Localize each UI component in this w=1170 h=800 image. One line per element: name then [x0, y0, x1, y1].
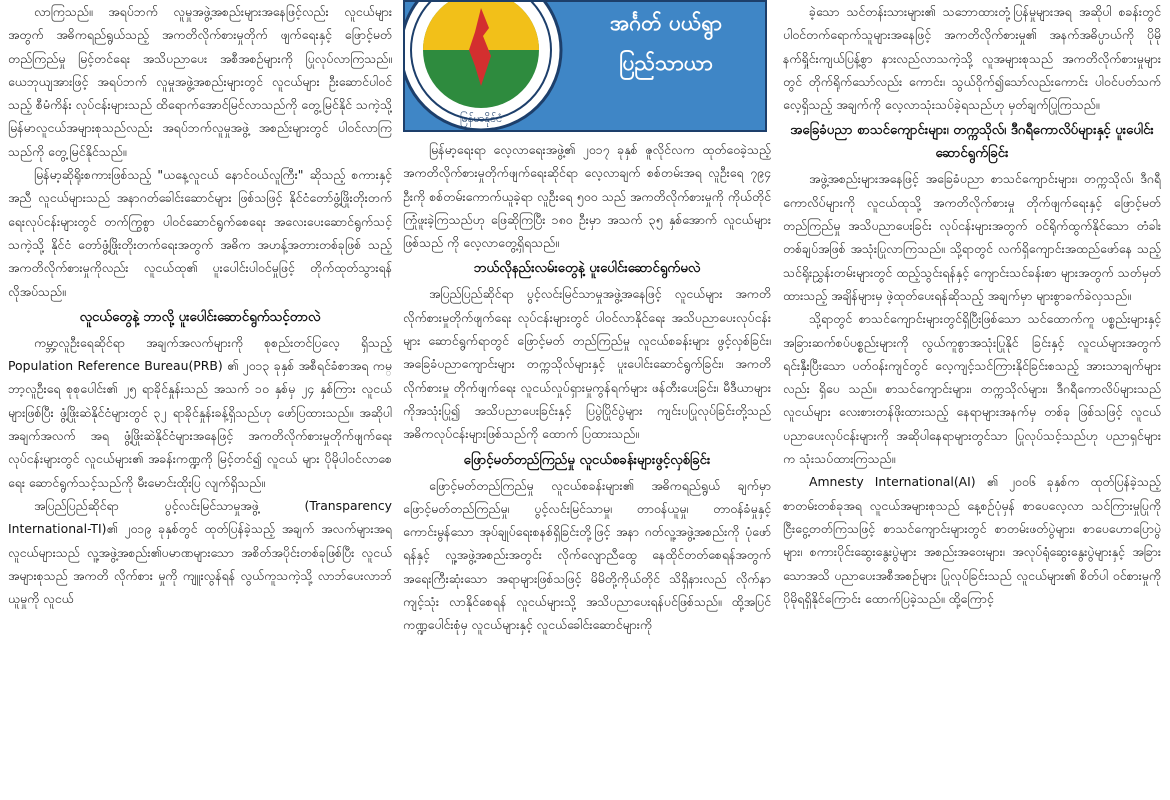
section-heading: ဖြောင့်မတ်တည်ကြည်မှု လူငယ်စခန်းများဖွင့်လှစ်ခြင်း: [463, 452, 711, 468]
paragraph: သို့ရာတွင် စာသင်ကျောင်းများတွင်ရှိပြီးဖြစ်သော သင်ထောက်ကူ ပစ္စည်းများနှင့် အခြားဆက်စပ်ပစ္စည်းများကို လွယ်ကူစွာအသုံးပြုနိုင် ခြင်းနှင့် လူငယ်များအတွက် ရင်းနှီးပြီးသော ပတ်ဝန်းကျင်တွင် လေ့ကျင့်သင်ကြားနိုင်ခြင်းစသည့် အားသာချက်များလည်း ရှိပေ သည်။ စာသင်ကျောင်းများ၊ တက္ကသိုလ်များ၊ ဒီဂရီကောလိပ်များသည် လူငယ်များ လေးစားတန်ဖိုးထားသည့် နေရာများအနက်မှ တစ်ခု ဖြစ်သဖြင့် လူငယ်ပညာပေးလုပ်ငန်းများကို အဆိုပါနေရာများတွင်သာ ပြုလုပ်သင့်သည်ဟု ပညာရှင်များက သုံးသပ်ထားကြသည်။: [783, 311, 1161, 467]
paragraph: အပြည်ပြည်ဆိုင်ရာ ပွင့်လင်းမြင်သာမှုအဖွဲ့ (Transparency International-TI)၏ ၂၀၁၉ ခုနှစ်တွင် ထုတ်ပြန်ခဲ့သည့် အချက် အလက်များအရ လူငယ်များသည် လူ့အဖွဲ့အစည်း၏ပမာဏများသော အစိတ်အပိုင်းတစ်ခုဖြစ်ပြီး လူငယ်အများစုသည် အကတိ လိုက်စား မှုကို ကျူးလွန်ရန် လွယ်ကူသကဲ့သို့ လာဘ်ပေးလာဘ်ယူမှုကို လူငယ်: [8, 497, 392, 607]
paragraph: ခဲ့သော သင်တန်းသားများ၏ သဘောထားတုံ့ပြန်မှုများအရ အဆိုပါ စခန်းတွင် ပါဝင်တက်ရောက်သူများအနေဖြင့် အကတိလိုက်စားမှု၏ အနက်အဓိပ္ပာယ်ကို ပိုမိုနက်ရှိုင်းကျယ်ပြန့်စွာ နားလည်လာသကဲ့သို့ လူအများစုသည် အကတိလိုက်စားမှုများတွင် တိုက်ရိုက်သော်လည်း ကောင်း၊ သွယ်ဝိုက်၍သော်လည်းကောင်း ပါဝင်ပတ်သက်လေ့ရှိသည့် အချက်ကို လေ့လာသုံးသပ်ခဲ့ရသည်ဟု မှတ်ချက်ပြုကြသည်။: [783, 4, 1161, 113]
logo-title-line: အင်္ဂတ် ပယ်ရွာ: [609, 11, 723, 35]
paragraph: အဖွဲ့အစည်းများအနေဖြင့် အခြေခံပညာ စာသင်ကျောင်းများ၊ တက္ကသိုလ်၊ ဒီဂရီကောလိပ်များကို လူငယ်ထုသို့ အကတိလိုက်စားမှု တိုက်ဖျက်ရေးနှင့် ဖြောင့်မတ်တည်ကြည်မှု အသိပညာပေးခြင်း လုပ်ငန်းများအတွက် ဝင်ရိုက်ထွက်နိုင်သော တံခါးတစ်ချပ်အဖြစ် အသုံးပြုလာကြသည်။ သို့ရာတွင် လက်ရှိကျောင်းအထည်ဖော်နေ သည့် သင်ရိုးညွှန်းတမ်းများတွင် ထည့်သွင်းရန်နှင့် ကျောင်းသင်ခန်းစာ များအတွက် သတ်မှတ်ထားသည့် အချိန်များမှ ဖဲ့ထုတ်ပေးရန်ဆိုသည့် အချက်မှာ များစွာခက်ခဲလှသည်။: [783, 171, 1161, 303]
paragraph: လာကြသည်။ အရပ်ဘက် လူမှုအဖွဲ့အစည်းများအနေဖြင့်လည်း လူငယ်များအတွက် အဓိကရည်ရွယ်သည့် အကတိလိုက်စားမှုတိုက် ဖျက်ရေးနှင့် ဖြောင့်မတ်တည်ကြည်မှု မြင့်တင်ရေး အသိပညာပေး အစီအစဉ်များကို ပြုလုပ်လာကြသည်။ ယေဘုယျအားဖြင့် အရပ်ဘက် လူမှုအဖွဲ့အစည်းများတွင် လူငယ်များ ဦးဆောင်ပါဝင်သည့် စီမံကိန်း လုပ်ငန်းများသည် ထိရောက်အောင်မြင်လာသည်ကို တွေ့မြင်နိုင် သကဲ့သို့ မြန်မာလူငယ်အများစုသည်လည်း အရပ်ဘက်လူမှုအဖွဲ့ အစည်းများတွင် ပါဝင်လာကြသည်ကို တွေ့မြင်နိုင်သည်။: [8, 4, 392, 159]
emblem-seal-icon: [403, 0, 565, 132]
paragraph: ဖြောင့်မတ်တည်ကြည်မှု လူငယ်စခန်းများ၏ အဓိကရည်ရွယ် ချက်မှာ ဖြောင့်မတ်တည်ကြည်မှု၊ ပွင့်လင်းမြင်သာမှု၊ တာဝန်ယူမှု၊ တာဝန်ခံမှုနှင့် ကောင်းမွန်သော အုပ်ချုပ်ရေးစနစ်ရှိခြင်းတို့ဖြင့် အနာ ဂတ်လူ့အဖွဲ့အစည်းကို ပုံဖော်ရန်နှင့် လူ့အဖွဲ့အစည်းအတွင်း လိုက်လျောညီထွေ နေထိုင်တတ်စေရန်အတွက် အရေးကြီးဆုံးသော အရာများဖြစ်သဖြင့် မိမိတို့ကိုယ်တိုင် သိရှိနားလည် လိုက်နာကျင့်သုံး လာနိုင်စေရန် လူငယ်များသို့ အသိပညာပေးရန်ပင်ဖြစ်သည်။ ထို့အပြင် ကဏ္ဍပေါင်းစုံမှ လူငယ်များနှင့် လူငယ်ခေါင်းဆောင်များကို: [403, 477, 771, 633]
paragraph: မြန်မာ့ဆိုရိုးစကားဖြစ်သည့် "ယနေ့လူငယ် နောင်ဝယ်လူကြီး" ဆိုသည့် စကားနှင့်အညီ လူငယ်များသည် အနာဂတ်ခေါင်းဆောင်များ ဖြစ်သဖြင့် နိုင်ငံတော်ဖွံ့ဖြိုးတိုးတက်ရေးလုပ်ငန်းများတွင် တက်ကြွစွာ ပါဝင်ဆောင်ရွက်စေရေး အလေးပေးဆောင်ရွက်သင့်သကဲ့သို့ နိုင်ငံ တော်ဖွံ့ဖြိုးတိုးတက်ရေးအတွက် အဓိက အဟန့်အတားတစ်ခုဖြစ် သည့် အကတိလိုက်စားမှုကိုလည်း လူငယ်ထု၏ ပူးပေါင်းပါဝင်မှုဖြင့် တိုက်ထုတ်သွားရန် လိုအပ်သည်။: [8, 167, 392, 299]
paragraph: ကမ္ဘာ့လူဦးရေဆိုင်ရာ အချက်အလက်များကို စုစည်းတင်ပြလေ့ ရှိသည့် Population Reference Bureau(PRB) ၏ ၂၀၁၃ ခုနှစ် အစီရင်ခံစာအရ ကမ္ဘာ့လူဦးရေ စုစုပေါင်း၏ ၂၅ ရာခိုင်နှုန်းသည် အသက် ၁၀ နှစ်မှ ၂၄ နှစ်ကြား လူငယ်များဖြစ်ပြီး ဖွံ့ဖြိုးဆဲနိုင်ငံများတွင် ၃၂ ရာခိုင်နှုန်းခန့်ရှိသည်ဟု ဖော်ပြထားသည်။ အဆိုပါအချက်အလက် အရ ဖွံ့ဖြိုးဆဲနိုင်ငံများအနေဖြင့် အကတိလိုက်စားမှုတိုက်ဖျက်ရေး လုပ်ငန်းများတွင် လူငယ်များ၏ အခန်းကဏ္ဍကို မြင့်တင်၍ လူငယ် များ ပိုမိုပါဝင်လာစေရေး ဆောင်ရွက်သင့်သည်ကို မီးမောင်းထိုးပြ လျက်ရှိသည်။: [8, 334, 392, 490]
logo-title-line: ပြည်သာယာ: [619, 51, 713, 75]
paragraph: မြန်မာ့ရေးရာ လေ့လာရေးအဖွဲ့၏ ၂၀၁၇ ခုနှစ် ဇူလိုင်လက ထုတ်ဝေခဲ့သည့် အကတိလိုက်စားမှုတိုက်ဖျက်ရေးဆိုင်ရာ လေ့လာချက် စစ်တမ်းအရ လူဦးရေ ၇၉၄ ဦးကို စစ်တမ်းကောက်ယူခဲ့ရာ လူဦးရေ ၅၀၀ သည် အကတိလိုက်စားမှုကို ကိုယ်တိုင်ကြုံဖူးခဲ့ကြသည်ဟု ဖြေဆိုကြပြီး ၁၈၀ ဦးမှာ အသက် ၃၅ နှစ်အောက် လူငယ်များဖြစ်သည် ကို လေ့လာတွေ့ရှိရသည်။: [403, 142, 771, 251]
section-heading: အခြေခံပညာ စာသင်ကျောင်းများ၊ တက္ကသိုလ်၊ ဒီဂရီကောလိပ်များနှင့် ပူးပေါင်းဆောင်ရွက်ခြင်း: [790, 123, 1154, 162]
section-heading: ဘယ်လိုနည်းလမ်းတွေနဲ့ ပူးပေါင်းဆောင်ရွက်မလဲ: [473, 261, 701, 277]
paragraph: Amnesty International(AI) ၏ ၂၀၀၆ ခုနှစ်က ထုတ်ပြန်ခဲ့သည့် စာတမ်းတစ်ခုအရ လူငယ်အများစုသည် နေ့စဉ်ပုံမှန် စာပေလေ့လာ သင်ကြားမှုပြုကို ငြီးငွေ့တတ်ကြသဖြင့် စာသင်ကျောင်းများတွင် စာတမ်းဖတ်ပွဲများ၊ စာပေဟောပြောပွဲများ၊ စကားပိုင်းဆွေးနွေးပွဲများ အစည်းအဝေးများ၊ အလုပ်ရုံဆွေးနွေးပွဲများနှင့် အခြားသောအသိ ပညာပေးအစီအစဉ်များ ပြုလုပ်ခြင်းသည် လူငယ်များ၏ စိတ်ပါ ဝင်စားမှုကို ပိုမိုရရှိနိုင်ကြောင်း ထောက်ပြခဲ့သည်။ ထို့ကြောင့်: [783, 474, 1161, 606]
paragraph: အပြည်ပြည်ဆိုင်ရာ ပွင့်လင်းမြင်သာမှုအဖွဲ့အနေဖြင့် လူငယ်များ အကတိလိုက်စားမှုတိုက်ဖျက်ရေး လုပ်ငန်းများတွင် ပါဝင်လာနိုင်ရေး အသိပညာပေးလုပ်ငန်းများ ဆောင်ရွက်ရာတွင် ဖြောင့်မတ် တည်ကြည်မှု လူငယ်စခန်းများ ဖွင့်လှစ်ခြင်း၊ အခြေခံပညာကျောင်းများ တက္ကသိုလ်များနှင့် ပူးပေါင်းဆောင်ရွက်ခြင်း၊ အကတိလိုက်စားမှု တိုက်ဖျက်ရေး လူငယ်လှုပ်ရှားမှုကွန်ရက်များ ဖန်တီးပေးခြင်း၊ မီဒီယာများကိုအသုံးပြု၍ အသိပညာပေးခြင်းနှင့် ပြပွဲပြိုင်ပွဲများ ကျင်းပပြုလုပ်ခြင်းတို့သည် အဓိကလုပ်ငန်းများဖြစ်သည်ကို ထောက် ပြထားသည်။: [403, 286, 771, 442]
campaign-logo-banner: [403, 0, 767, 132]
section-heading: လူငယ်တွေနဲ့ ဘာလို့ ပူးပေါင်းဆောင်ရွက်သင့်တာလဲ: [79, 309, 321, 325]
column-left: [8, 0, 392, 800]
column-middle: [403, 0, 771, 800]
svg-text:မြန်မာနိုင်ငံ: မြန်မာနိုင်ငံ: [459, 112, 503, 125]
column-right: [783, 0, 1161, 800]
